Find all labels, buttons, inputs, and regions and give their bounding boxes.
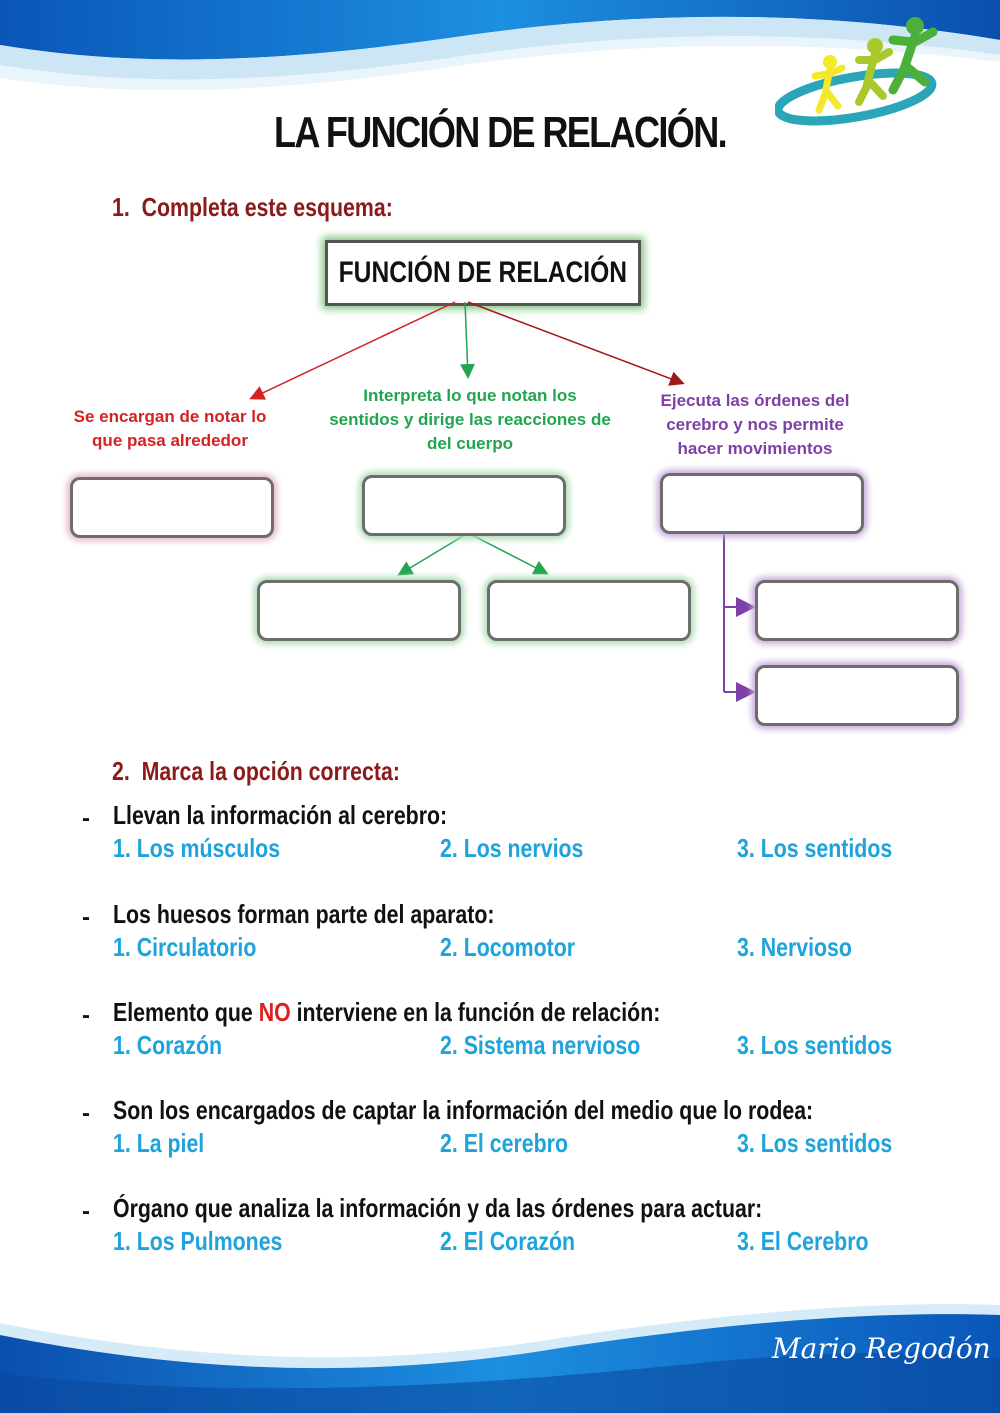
center-description: Interpreta lo que notan los sentidos y dirige las reacciones de del cuerpo: [329, 386, 611, 453]
right-description: Ejecuta las órdenes del cerebro y nos permite hacer movimientos: [660, 391, 850, 458]
section-2-heading: [112, 756, 400, 787]
bullet-dash: -: [82, 805, 90, 832]
answer-box-right-2[interactable]: [755, 665, 959, 726]
question-text: Elemento que NO interviene en la función de relación:: [113, 997, 661, 1027]
arrow-to-sub-left: [400, 533, 468, 574]
option-1[interactable]: 1. Circulatorio: [113, 932, 257, 962]
option-1[interactable]: 1. Los Pulmones: [113, 1226, 283, 1256]
option-3[interactable]: 3. Nervioso: [737, 932, 852, 962]
arrow-to-sub-right: [468, 533, 546, 573]
arrow-to-right: [468, 302, 682, 383]
question-text: Llevan la información al cerebro:: [113, 800, 448, 830]
section-1-number: 1.: [112, 192, 130, 222]
option-1[interactable]: 1. Los músculos: [113, 833, 281, 863]
bullet-dash: -: [82, 1198, 90, 1225]
option-3[interactable]: 3. Los sentidos: [737, 1030, 893, 1060]
answer-box-sub-left[interactable]: [257, 580, 461, 641]
answer-box-sub-right[interactable]: [487, 580, 691, 641]
author-signature: Mario Regodón: [772, 1332, 991, 1365]
option-2[interactable]: 2. Sistema nervioso: [440, 1030, 641, 1060]
option-2[interactable]: 2. El cerebro: [440, 1128, 568, 1158]
answer-box-center[interactable]: [362, 475, 566, 536]
section-2-label: Marca la opción correcta:: [141, 756, 400, 786]
section-2-number: 2.: [112, 756, 130, 786]
option-3[interactable]: 3. El Cerebro: [737, 1226, 869, 1256]
diagram-root-label: FUNCIÓN DE RELACIÓN: [338, 256, 628, 289]
bullet-dash: -: [82, 1100, 90, 1127]
left-description: Se encargan de notar lo que pasa alrededor: [73, 407, 267, 450]
option-2[interactable]: 2. El Corazón: [440, 1226, 576, 1256]
question-text: Los huesos forman parte del aparato:: [113, 899, 495, 929]
option-1[interactable]: 1. La piel: [113, 1128, 205, 1158]
arrow-to-center: [465, 302, 468, 376]
option-1[interactable]: 1. Corazón: [113, 1030, 222, 1060]
option-3[interactable]: 3. Los sentidos: [737, 1128, 893, 1158]
option-3[interactable]: 3. Los sentidos: [737, 833, 893, 863]
section-1-label: Completa este esquema:: [141, 192, 393, 222]
question-text: Órgano que analiza la información y da las órdenes para actuar:: [113, 1193, 763, 1223]
bullet-dash: -: [82, 1002, 90, 1029]
option-2[interactable]: 2. Locomotor: [440, 932, 576, 962]
question-text: Son los encargados de captar la información del medio que lo rodea:: [113, 1095, 814, 1125]
answer-box-left[interactable]: [70, 477, 274, 538]
answer-box-right[interactable]: [660, 473, 864, 534]
page-title: LA FUNCIÓN DE RELACIÓN.: [273, 108, 727, 157]
option-2[interactable]: 2. Los nervios: [440, 833, 584, 863]
emphasis-no: NO: [258, 997, 291, 1027]
bullet-dash: -: [82, 904, 90, 931]
answer-box-right-1[interactable]: [755, 580, 959, 641]
